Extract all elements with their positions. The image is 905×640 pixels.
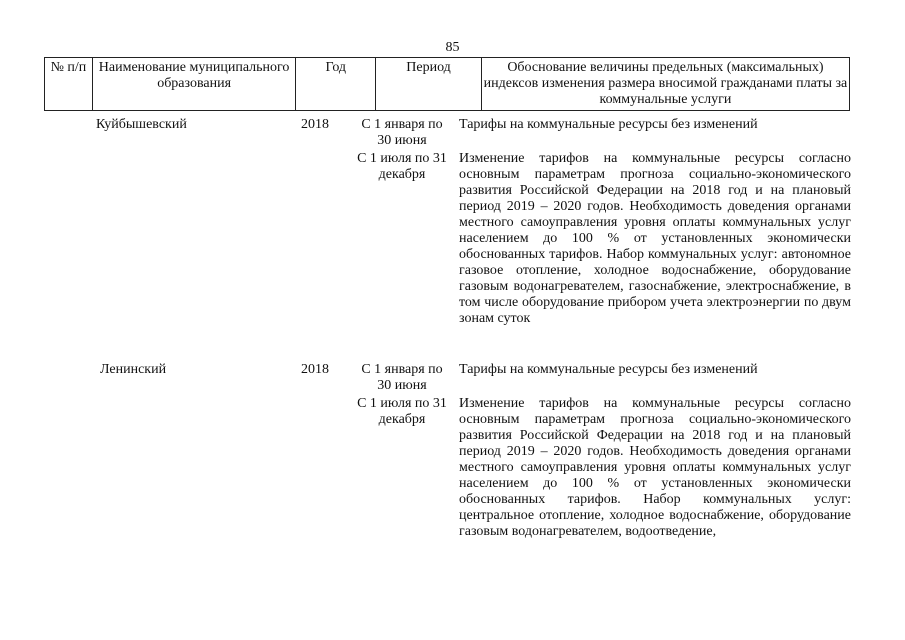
- row-name: Куйбышевский: [96, 117, 187, 132]
- row-period-second-half: С 1 июля по 31 декабря: [357, 151, 447, 182]
- header-col-name: Наименование муниципального образования: [93, 58, 297, 110]
- justification-text: Тарифы на коммунальные ресурсы без изменений: [459, 117, 758, 132]
- header-col-number: № п/п: [45, 58, 93, 110]
- row-year: 2018: [301, 362, 329, 377]
- row-period-first-half: С 1 января по 30 июня: [361, 117, 443, 148]
- justification-text: Изменение тарифов на коммунальные ресурсы согласно основным параметрам прогноза социально-экономического развития Российской Федерации на 2018 год и на плановый период 2019 – 2020 годов. Необходимость доведения органами местного самоуправления уровня оплаты коммунальных услуг населением до 100 % от установленных экономически обоснованных тарифов. Набор коммунальных услуг: центральное отопление, холодное водоснабжение, оборудование газовым водонагревателем, водоотведение,: [459, 396, 851, 539]
- header-col-period: Период: [376, 58, 482, 110]
- justification-text: Изменение тарифов на коммунальные ресурсы согласно основным параметрам прогноза социально-экономического развития Российской Федерации на 2018 год и на плановый период 2019 – 2020 годов. Необходимость доведения органами местного самоуправления уровня оплаты коммунальных услуг населением до 100 % от установленных экономически обоснованных тарифов. Набор коммунальных услуг: автономное газовое отопление, холодное водоснабжение, оборудование газовым водонагревателем, газоснабжение, электроснабжение, в том числе оборудование прибором учета электроэнергии по двум зонам суток: [459, 151, 851, 326]
- row-justification-first: [459, 362, 851, 378]
- header-col-year: Год: [296, 58, 376, 110]
- row-year: 2018: [301, 117, 329, 132]
- header-col-justification: Обоснование величины предельных (максимальных) индексов изменения размера вносимой гражданами платы за коммунальные услуги: [483, 60, 848, 107]
- row-justification-first: [459, 117, 851, 133]
- row-justification-second: [459, 396, 851, 540]
- page-number: 85: [445, 40, 460, 55]
- table-header: [44, 57, 850, 111]
- row-period-second-half: С 1 июля по 31 декабря: [357, 396, 447, 427]
- row-period-first-half: С 1 января по 30 июня: [361, 362, 443, 393]
- justification-text: Тарифы на коммунальные ресурсы без изменений: [459, 362, 758, 377]
- row-name: Ленинский: [100, 362, 167, 377]
- row-justification-second: [459, 151, 851, 327]
